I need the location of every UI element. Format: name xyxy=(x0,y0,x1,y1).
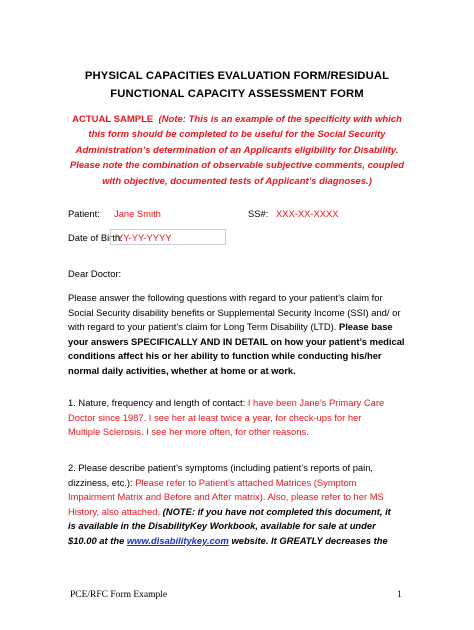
intro-line-1: Please answer the following questions with regard to your patient’s claim for xyxy=(68,292,383,303)
intro-line-5: conditions affect his or her ability to function while conducting his/her xyxy=(68,350,382,362)
sample-line-3: Administration’s determination of an Applicants eligibility for Disability. xyxy=(75,144,399,156)
form-title-line-1: PHYSICAL CAPACITIES EVALUATION FORM/RESIDUAL xyxy=(84,70,390,82)
sample-line-1: ACTUAL SAMPLE (Note: This is an example of the specificity with which xyxy=(72,114,402,125)
dob-value[interactable]: YY-YY-YYYY xyxy=(117,232,172,243)
sample-line-4: Please note the combination of observable subjective comments, coupled xyxy=(69,160,405,172)
question-1 xyxy=(68,396,420,440)
intro-line-4: your answers SPECIFICALLY AND IN DETAIL on how your patient’s medical xyxy=(68,335,405,347)
q2-line-2: dizziness, etc.): Please refer to Patient’s attached Matrices (Symptom xyxy=(68,476,357,488)
q1-line-1: 1. Nature, frequency and length of contact: I have been Jane’s Primary Care xyxy=(68,397,385,408)
actual-sample-note xyxy=(52,112,422,189)
q2-line-4: History, also attached. (NOTE: if you have not completed this document, it xyxy=(68,505,391,517)
greeting: Dear Doctor: xyxy=(68,268,122,279)
question-2 xyxy=(68,461,420,549)
patient-label: Patient: xyxy=(68,208,100,219)
q1-line-2: Doctor since 1987. I see her at least twice a year, for check-ups for her xyxy=(68,411,362,423)
intro-paragraph xyxy=(68,291,420,379)
q2-line-1: 2. Please describe patient’s symptoms (including patient’s reports of pain, xyxy=(68,462,374,473)
sample-line-2: this form should be completed to be useful for the Social Security xyxy=(88,129,386,141)
dob-label: Date of Birth: xyxy=(68,232,123,243)
q2-line-3: Impairment Matrix and Before and After matrix). Also, please refer to her MS xyxy=(68,491,384,503)
ss-label: SS#: xyxy=(248,208,269,219)
footer-title: PCE/RFC Form Example xyxy=(70,590,168,600)
q2-line-5: is available in the DisabilityKey Workbook, available for sale at under xyxy=(68,520,376,532)
sample-line-5: with objective, documented tests of Applicant’s diagnoses.) xyxy=(102,175,372,187)
sample-label: ACTUAL SAMPLE xyxy=(72,114,154,125)
disabilitykey-link[interactable]: www.disabilitykey.com xyxy=(126,534,229,546)
patient-name-value[interactable]: Jane Smith xyxy=(114,208,161,219)
q1-line-3: Multiple Sclerosis. I see her more often, for other reasons. xyxy=(68,426,309,438)
q1-answer-start: I have been Jane’s Primary Care xyxy=(247,397,385,408)
intro-line-6: normal daily activities, whether at home or at work. xyxy=(68,364,296,376)
form-title-line-2: FUNCTIONAL CAPACITY ASSESSMENT FORM xyxy=(110,88,364,100)
q2-line-6: $10.00 at the www.disabilitykey.com website. It GREATLY decreases the xyxy=(68,534,388,546)
ss-value[interactable]: XXX-XX-XXXX xyxy=(276,208,339,219)
page-number: 1 xyxy=(397,590,402,600)
intro-line-2: Social Security disability benefits or Supplemental Security Income (SSI) and/ or xyxy=(68,306,401,318)
intro-line-3: with regard to your patient’s claim for Long Term Disability (LTD). Please base xyxy=(68,321,393,333)
